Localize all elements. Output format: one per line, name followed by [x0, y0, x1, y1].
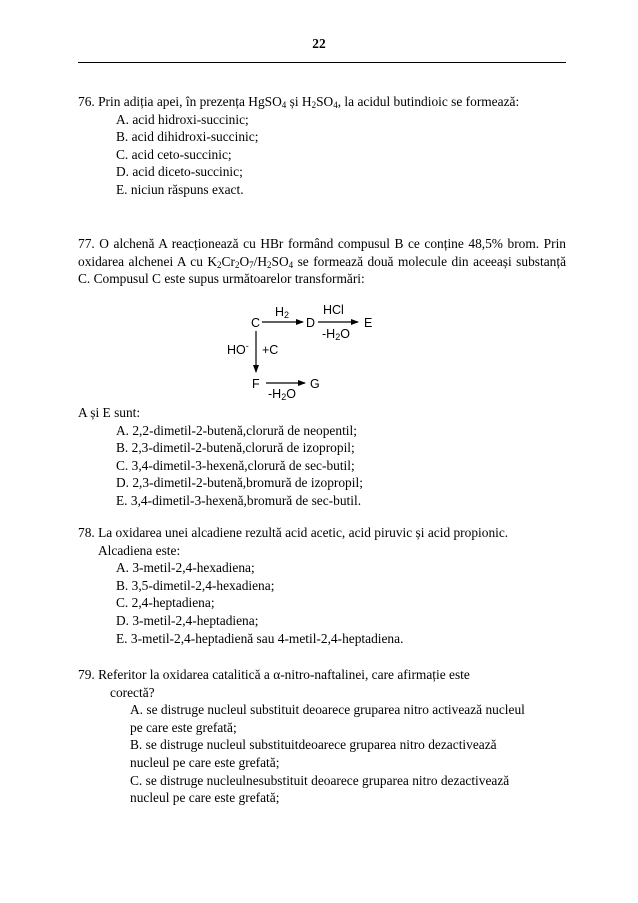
q77-sub-o: 7: [249, 259, 254, 270]
compound-c: C: [251, 316, 261, 330]
page-number: 22: [312, 36, 326, 51]
reagent-h2-sub: 2: [284, 310, 290, 320]
option-78-c[interactable]: C. 2,4-heptadiena;: [116, 595, 215, 611]
header-rule: [78, 62, 566, 63]
q76-sub-3: 4: [333, 100, 338, 110]
question-79-stem: [78, 666, 566, 684]
option-76-b[interactable]: B. acid dihidroxi-succinic;: [116, 129, 259, 145]
option-76-d[interactable]: D. acid diceto-succinic;: [116, 164, 243, 180]
compound-e: E: [364, 316, 373, 330]
question-77-answers: [78, 404, 566, 510]
condition-minus-h2o-2: [268, 387, 296, 401]
option-78-a[interactable]: A. 3-metil-2,4-hexadiena;: [116, 560, 255, 576]
compound-d: D: [306, 316, 316, 330]
reagent-h2: [275, 305, 289, 319]
condition-minus-h2o-1: [322, 327, 350, 341]
option-79-b[interactable]: B. se distruge nucleul substituitdeoarece gruparea nitro dezactivează nucleul pe care este grefată;: [130, 737, 497, 770]
q77-sub-h: 2: [267, 259, 272, 270]
question-79: [78, 666, 566, 807]
option-76-a[interactable]: A. acid hidroxi-succinic;: [116, 111, 249, 127]
question-79-stem-2: corectă?: [110, 684, 155, 700]
question-76-options: [78, 111, 566, 199]
question-77-stem: [78, 235, 566, 288]
question-78: [78, 524, 566, 647]
option-76-e[interactable]: E. niciun răspuns exact.: [116, 181, 244, 197]
compound-g: G: [310, 377, 320, 391]
q77-sub-so: 4: [288, 259, 294, 270]
cond2-o: O: [286, 387, 296, 401]
q77-text-o: O: [239, 253, 250, 269]
q77-text-2: se formează două molecule din aceeași substanță C. Compusul C este supus următoarelor transformări:: [78, 253, 567, 287]
q79-text-2: -nitro-naftalinei, care afirmație este: [280, 667, 470, 682]
cond1-sub: 2: [335, 332, 341, 342]
reagent-hcl: HCl: [323, 303, 344, 317]
option-77-d[interactable]: D. 2,3-dimetil-2-butenă,bromură de izopropil;: [116, 475, 363, 491]
cond2-h: -H: [268, 387, 282, 401]
question-78-stem-2: Alcadiena este:: [98, 542, 181, 558]
q77-text-so: SO: [271, 253, 289, 269]
q76-text-1: 76. Prin adiția apei, în prezența HgSO: [78, 94, 282, 109]
cond2-sub: 2: [281, 392, 287, 402]
cond1-o: O: [340, 327, 350, 341]
reagent-ho-sup: -: [245, 341, 249, 351]
option-79-a[interactable]: A. se distruge nucleul substituit deoarece gruparea nitro activează nucleul pe care este grefată;: [130, 702, 525, 735]
q76-text-2: și H: [286, 94, 312, 109]
option-78-e[interactable]: E. 3-metil-2,4-heptadienă sau 4-metil-2,4-heptadiena.: [116, 630, 404, 646]
q76-text-3: SO: [316, 94, 334, 109]
q77-text-h: /H: [253, 253, 268, 269]
question-79-options: [78, 701, 566, 807]
question-77-answer-intro: A și E sunt:: [78, 405, 141, 420]
reagent-ho-minus: [227, 343, 249, 357]
q77-text-1: 77. O alchenă A reacționează cu HBr formând compusul B ce conține 48,5% brom. Prin oxidarea alchenei A cu K: [78, 236, 566, 269]
option-76-c[interactable]: C. acid ceto-succinic;: [116, 146, 232, 162]
q76-sub-2: 2: [311, 100, 317, 110]
option-77-c[interactable]: C. 3,4-dimetil-3-hexenă,clorură de sec-butil;: [116, 457, 355, 473]
option-78-d[interactable]: D. 3-metil-2,4-heptadiena;: [116, 612, 259, 628]
compound-f: F: [252, 377, 260, 391]
cond1-h: -H: [322, 327, 336, 341]
question-76: [78, 93, 566, 199]
reagent-ho: HO: [227, 343, 246, 357]
question-77: [78, 235, 566, 288]
option-77-a[interactable]: A. 2,2-dimetil-2-butenă,clorură de neopentil;: [116, 422, 357, 438]
q77-sub-cr: 2: [234, 259, 240, 270]
q77-sub-k: 2: [217, 259, 222, 270]
option-77-b[interactable]: B. 2,3-dimetil-2-butenă,clorură de izopropil;: [116, 440, 355, 456]
option-77-e[interactable]: E. 3,4-dimetil-3-hexenă,bromură de sec-butil.: [116, 492, 362, 508]
question-77-options: [78, 422, 566, 510]
option-78-b[interactable]: B. 3,5-dimetil-2,4-hexadiena;: [116, 577, 275, 593]
question-78-stem: 78. La oxidarea unei alcadiene rezultă acid acetic, acid piruvic și acid propionic.: [78, 525, 509, 540]
q76-sub-1: 4: [281, 100, 287, 110]
option-79-c[interactable]: C. se distruge nucleulnesubstituit deoarece gruparea nitro dezactivează nucleul pe care este grefată;: [130, 772, 510, 806]
question-78-options: [78, 559, 566, 647]
reagent-h2-h: H: [275, 305, 285, 319]
question-76-stem: [78, 93, 566, 111]
q77-text-cr: Cr: [221, 253, 235, 269]
q79-text-1: 79. Referitor la oxidarea catalitică a: [78, 667, 274, 682]
q79-alpha: α: [273, 667, 281, 682]
q76-text-4: , la acidul butindioic se formează:: [337, 94, 520, 109]
reagent-plus-c: +C: [262, 343, 279, 357]
